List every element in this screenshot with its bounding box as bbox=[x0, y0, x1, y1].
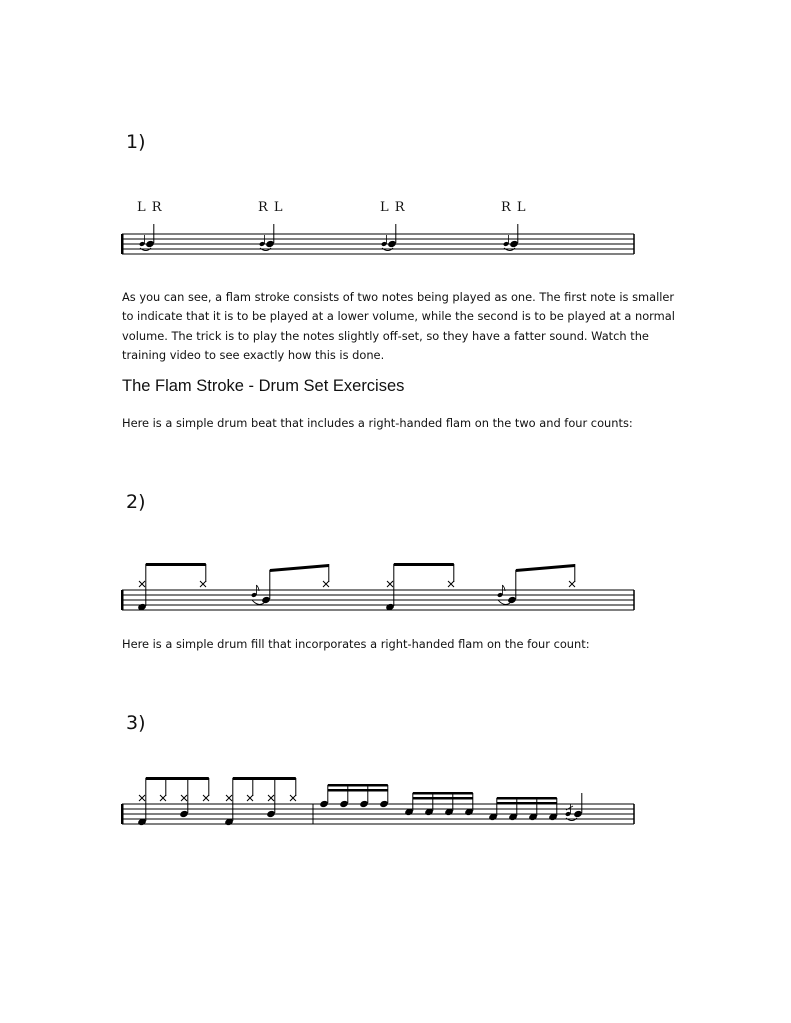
exercise-2-number: 2) bbox=[126, 491, 146, 513]
sticking-label: R L bbox=[501, 200, 527, 215]
exercise-3-number: 3) bbox=[126, 712, 146, 734]
paragraph-line: to indicate that it is to be played at a lower volume, while the second is to be played at a normal bbox=[122, 309, 675, 324]
paragraph-line: As you can see, a flam stroke consists of two notes being played as one. The first note is smaller bbox=[122, 290, 675, 304]
beat-intro-text: Here is a simple drum beat that includes a right-handed flam on the two and four counts: bbox=[122, 416, 633, 430]
sixteenth-group bbox=[319, 784, 389, 808]
paragraph-line: training video to see exactly how this is done. bbox=[122, 347, 385, 362]
exercise-1-number: 1) bbox=[126, 131, 146, 153]
sticking-label: L R bbox=[380, 200, 406, 215]
sticking-label: R L bbox=[258, 200, 284, 215]
fill-intro-text: Here is a simple drum fill that incorporates a right-handed flam on the four count: bbox=[122, 637, 590, 651]
flam-note bbox=[565, 793, 583, 821]
section-heading: The Flam Stroke - Drum Set Exercises bbox=[122, 377, 405, 395]
sticking-label: L R bbox=[137, 200, 163, 215]
paragraph-line: volume. The trick is to play the notes slightly off-set, so they have a fatter sound. Watch the bbox=[122, 328, 649, 343]
